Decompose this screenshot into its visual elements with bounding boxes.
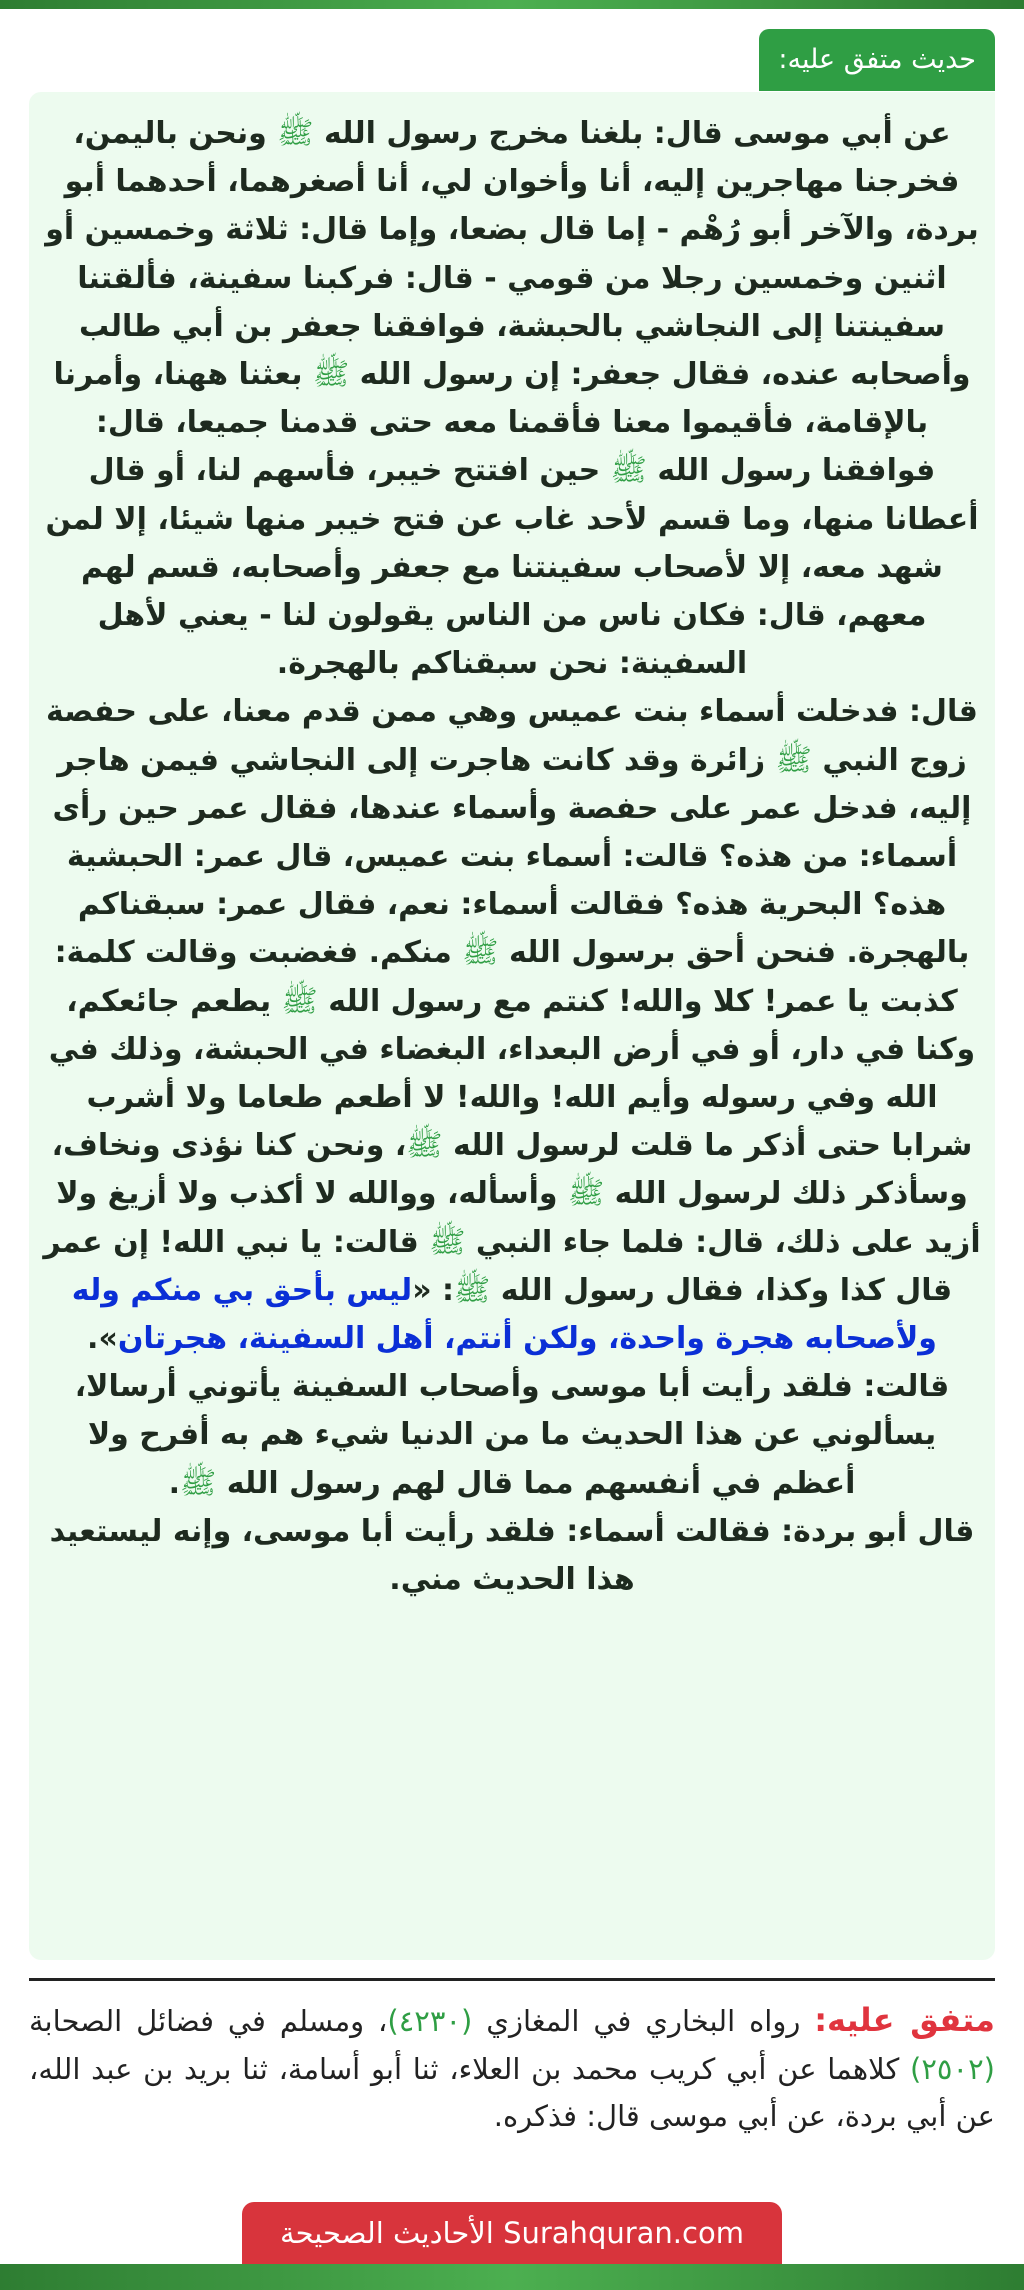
saw-symbol: ﷺ [454,1272,491,1308]
saw-symbol: ﷺ [281,983,318,1019]
takhrij-text: ، ومسلم في فضائل الصحابة [29,2004,388,2038]
saw-symbol: ﷺ [277,116,314,151]
top-accent-bar [0,0,1024,9]
hadith-segment: منكم. فغضبت وقالت كلمة: كذبت يا عمر! كلا والله! كنتم مع رسول الله [54,935,958,1019]
saw-symbol: ﷺ [610,453,647,489]
bottom-accent-bar [0,2264,1024,2290]
hadith-segment: قالت: يا نبي الله! إن عمر قال كذا وكذا، فقال رسول الله [43,1224,953,1308]
hadith-segment: : « [412,1272,455,1308]
hadith-segment: يطعم جائعكم، وكنا في دار، أو في أرض البعداء، البغضاء في الحبشة، وذلك في الله وفي رسوله وأيم الله! والله! لا أطعم طعاما ولا أشرب شرابا حتى أذكر ما قلت لرسول الله [48,983,976,1164]
hadith-number: (٤٢٣٠) [387,2004,473,2038]
takhrij-text: كلاهما عن أبي كريب محمد بن العلاء، ثنا أبو أسامة، ثنا بريد بن عبد الله، عن أبي بردة، عن أبي موسى قال: فذكره. [29,2051,995,2133]
hadith-segment: . [168,1465,180,1501]
saw-symbol: ﷺ [462,935,499,971]
takhrij-label: متفق عليه: [814,2001,995,2039]
section-divider [29,1978,995,1981]
hadith-number: (٢٥٠٢) [910,2051,995,2086]
hadith-segment: عن أبي موسى قال: بلغنا مخرج رسول الله [313,116,951,151]
saw-symbol: ﷺ [406,1128,443,1164]
hadith-segment: ». [87,1321,118,1357]
saw-symbol: ﷺ [312,357,350,393]
hadith-box [29,92,995,1960]
hadith-segment: حين افتتح خيبر، فأسهم لنا، أو قال أعطانا منها، وما قسم لأحد غاب عن فتح خيبر منها شيئا، إلا لمن شهد معه، إلا لأصحاب سفينتنا مع جعفر وأصحابه، قسم لهم معهم، قال: فكان ناس من الناس يقولون لنا - يعني لأهل السفينة: نحن سبقناكم بالهجرة. [45,453,979,682]
hadith-segment: بعثنا ههنا، وأمرنا بالإقامة، فأقيموا معنا فأقمنا معه حتى قدمنا جميعا، قال: فوافقنا رسول الله [53,357,936,489]
hadith-text [43,110,981,1604]
hadith-segment: قالت: فلقد رأيت أبا موسى وأصحاب السفينة يأتوني أرسالا، يسألوني عن هذا الحديث ما من الدنيا شيء هم به أفرح ولا أعظم في أنفسهم مما قال لهم رسول الله [74,1369,950,1501]
hadith-segment: ، ونحن كنا نؤذى ونخاف، وسأذكر ذلك لرسول الله [51,1128,968,1212]
hadith-segment: ونحن باليمن، فخرجنا مهاجرين إليه، أنا وأخوان لي، أنا أصغرهما، أحدهما أبو بردة، والآخر أبو رُهْم - إما قال بضعا، وإما قال: ثلاثة وخمسين أو اثنين وخمسين رجلا من قومي - قال: فركبنا سفينة، فألقتنا سفينتنا إلى النجاشي بالحبشة، فوافقنا جعفر بن أبي طالب وأصحابه عنده، فقال جعفر: إن رسول الله [45,116,979,393]
hadith-segment: زائرة وقد كانت هاجرت إلى النجاشي فيمن هاجر إليه، فدخل عمر على حفصة وأسماء عندها، فقال عمر حين رأى أسماء: من هذه؟ قالت: أسماء بنت عميس، قال عمر: الحبشية هذه؟ البحرية هذه؟ فقالت أسماء: نعم، فقال عمر: سبقناكم بالهجرة. فنحن أحق برسول الله [52,742,972,971]
takhrij-text: رواه البخاري في المغازي [472,2004,815,2038]
saw-symbol: ﷺ [429,1224,466,1260]
hadith-segment: قال: فدخلت أسماء بنت عميس وهي ممن قدم معنا، على حفصة زوج النبي [46,694,978,778]
site-footer-label: الأحاديث الصحيحة Surahquran.com [242,2202,782,2264]
hadith-heading: حديث متفق عليه: [759,29,995,91]
saw-symbol: ﷺ [567,1176,605,1212]
hadith-segment: قال أبو بردة: فقالت أسماء: فلقد رأيت أبا موسى، وإنه ليستعيد هذا الحديث مني. [49,1513,975,1598]
hadith-segment: وأسأله، ووالله لا أكذب ولا أزيغ ولا أزيد على ذلك، قال: فلما جاء النبي [56,1176,981,1260]
prophet-speech: ليس بأحق بي منكم وله ولأصحابه هجرة واحدة، ولكن أنتم، أهل السفينة، هجرتان [71,1272,937,1357]
takhrij-paragraph [29,1997,995,2141]
saw-symbol: ﷺ [180,1465,217,1501]
saw-symbol: ﷺ [775,742,812,778]
